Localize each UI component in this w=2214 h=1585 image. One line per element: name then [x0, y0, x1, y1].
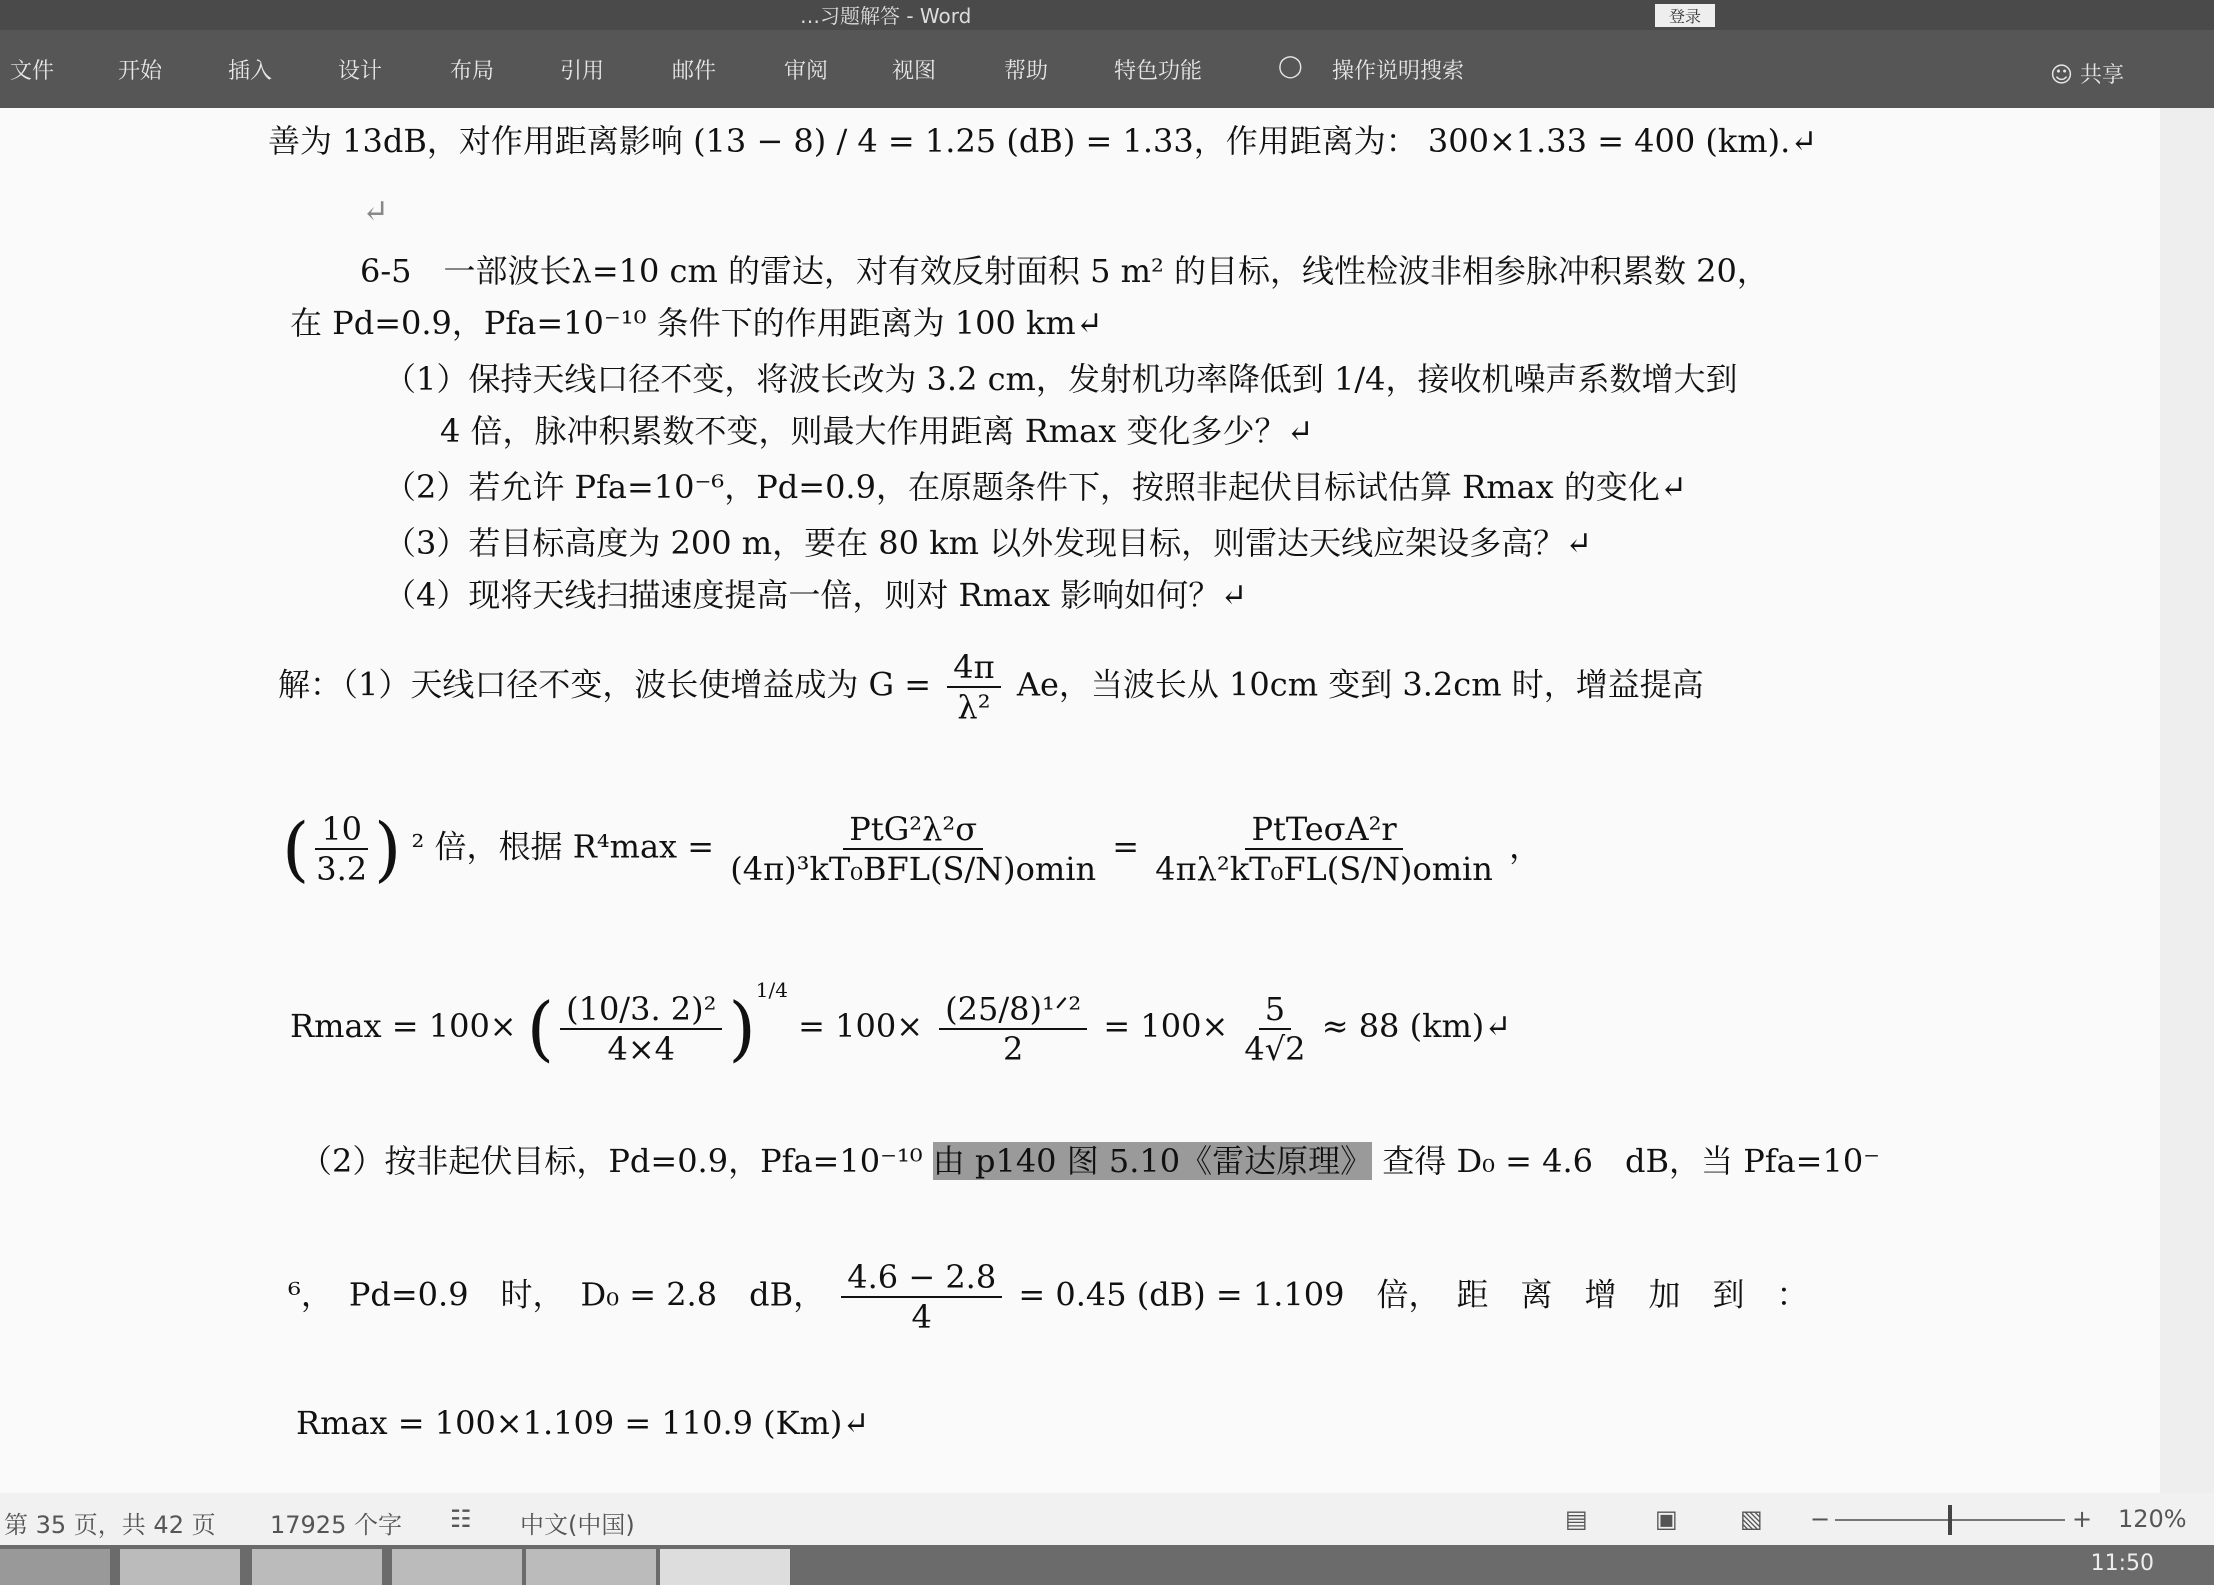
zoom-level[interactable]: 120% [2118, 1505, 2187, 1533]
solution-line-3: Rmax = 100× ( $\frac{\text{(10/3. 2)²}}{4\times 4}$ )$^{1/4}$ = 100× $\frac{\text{(25/8)¹ᐟ²}}{2}$ = 100× $\frac{5}{4√2}$ ≈ 88 (km)↵ [290, 978, 1512, 1070]
radar-equation-fraction: $\frac{\text{PtTeσA²r}}{\text{4πλ²kT₀FL(S/N)omin}}$ [1155, 810, 1493, 888]
tab-mailings[interactable]: 邮件 [672, 59, 717, 84]
document-page[interactable] [0, 108, 2160, 1493]
vertical-scrollbar[interactable] [2160, 108, 2214, 1493]
language[interactable]: 中文(中国) [520, 1511, 635, 1539]
tab-review[interactable]: 审阅 [784, 59, 829, 84]
window-title: …习题解答 - Word [800, 4, 972, 28]
doc-line: 善为 13dB，对作用距离影响 (13 − 8) / 4 = 1.25 (dB) = 1.33，作用距离为： 300×1.33 = 400 (km).↵ [268, 122, 1818, 160]
zoom-slider-thumb[interactable] [1948, 1505, 1952, 1535]
taskbar [0, 1545, 2214, 1585]
login-button[interactable]: 登录 [1655, 4, 1715, 27]
web-layout-icon[interactable]: ▧ [1740, 1505, 1763, 1533]
problem-heading: 6-5 一部波长λ=10 cm 的雷达，对有效反射面积 5 m² 的目标，线性检波非相参脉冲积累数 20， [360, 252, 1769, 290]
clock: 11:50 [2090, 1551, 2154, 1576]
tab-design[interactable]: 设计 [338, 59, 383, 84]
solution-line-2: ( $\frac{10}{3.2}$ ) ² 倍，根据 R⁴max = $\frac{\text{PtG²λ²σ}}{\text{(4π)³kT₀BFL(S/N)omin}}$ = $\frac{\text{PtTeσA²r}}{\text{4πλ²kT₀FL(S/N)omin}}$ ， [282, 808, 1542, 890]
tab-layout[interactable]: 布局 [450, 59, 495, 84]
word-count[interactable]: 17925 个字 [270, 1511, 402, 1539]
taskbar-app[interactable] [526, 1549, 656, 1585]
question-3: （3）若目标高度为 200 m，要在 80 km 以外发现目标，则雷达天线应架设多高？↵ [384, 524, 1592, 562]
taskbar-app[interactable] [392, 1549, 522, 1585]
doc-line: 4 倍，脉冲积累数不变，则最大作用距离 Rmax 变化多少？↵ [440, 412, 1314, 450]
page-count[interactable]: 第 35 页，共 42 页 [4, 1511, 216, 1539]
person-icon: ☺ [2050, 63, 2073, 88]
question-1: （1）保持天线口径不变，将波长改为 3.2 cm，发射机功率降低到 1/4，接收机噪声系数增大到 [384, 360, 1738, 398]
solution-result: Rmax = 100×1.109 = 110.9 (Km)↵ [296, 1404, 870, 1442]
tab-home[interactable]: 开始 [118, 59, 163, 84]
tab-insert[interactable]: 插入 [228, 59, 273, 84]
word-taskbar-icon[interactable] [660, 1549, 790, 1585]
tell-me-search[interactable]: 操作说明搜索 [1332, 59, 1465, 84]
title-bar [0, 0, 2214, 30]
equation-fraction: $\frac{4\pi}{\text{λ²}}$ [947, 648, 1000, 726]
zoom-in-button[interactable]: + [2072, 1505, 2093, 1533]
tab-help[interactable]: 帮助 [1004, 59, 1049, 84]
taskbar-app[interactable] [252, 1549, 382, 1585]
doc-line: 在 Pd=0.9，Pfa=10⁻¹⁰ 条件下的作用距离为 100 km↵ [290, 304, 1103, 342]
highlighted-text: 由 p140 图 5.10《雷达原理》 [932, 1142, 1373, 1180]
solution-line-1: 解：（1）天线口径不变，波长使增益成为 G = $\frac{4\pi}{\text{λ²}}$ Ae，当波长从 10cm 变到 3.2cm 时，增益提高 [278, 648, 1704, 726]
paragraph-mark: ↵ [362, 192, 389, 230]
radar-equation-fraction: $\frac{\text{PtG²λ²σ}}{\text{(4π)³kT₀BFL(S/N)omin}}$ [730, 810, 1097, 888]
solution-part-2: （2）按非起伏目标，Pd=0.9，Pfa=10⁻¹⁰ 由 p140 图 5.10《雷达原理》 查得 D₀ = 4.6 dB，当 Pfa=10⁻ [300, 1142, 1881, 1180]
ribbon [0, 30, 2214, 108]
question-2: （2）若允许 Pfa=10⁻⁶，Pd=0.9，在原题条件下，按照非起伏目标试估算 Rmax 的变化↵ [384, 468, 1687, 506]
tab-view[interactable]: 视图 [892, 59, 937, 84]
lightbulb-icon[interactable]: ◯ [1278, 54, 1303, 79]
status-bar [0, 1493, 2214, 1545]
zoom-out-button[interactable]: − [1810, 1505, 1831, 1533]
start-button[interactable] [0, 1549, 110, 1585]
share-button[interactable]: ☺ 共享 [2050, 63, 2124, 88]
solution-line-5: ⁶， Pd=0.9 时， D₀ = 2.8 dB， $\frac{4.6 - 2.8}{4}$ = 0.45 (dB) = 1.109 倍， 距 离 增 加 到 ： [288, 1258, 1809, 1336]
tab-file[interactable]: 文件 [10, 59, 55, 84]
proofing-icon[interactable]: ☷ [450, 1505, 472, 1533]
read-mode-icon[interactable]: ▤ [1565, 1505, 1588, 1533]
tab-references[interactable]: 引用 [560, 59, 605, 84]
question-4: （4）现将天线扫描速度提高一倍，则对 Rmax 影响如何？↵ [384, 576, 1248, 614]
print-layout-icon[interactable]: ▣ [1655, 1505, 1678, 1533]
taskbar-app[interactable] [120, 1549, 240, 1585]
tab-features[interactable]: 特色功能 [1114, 59, 1203, 84]
